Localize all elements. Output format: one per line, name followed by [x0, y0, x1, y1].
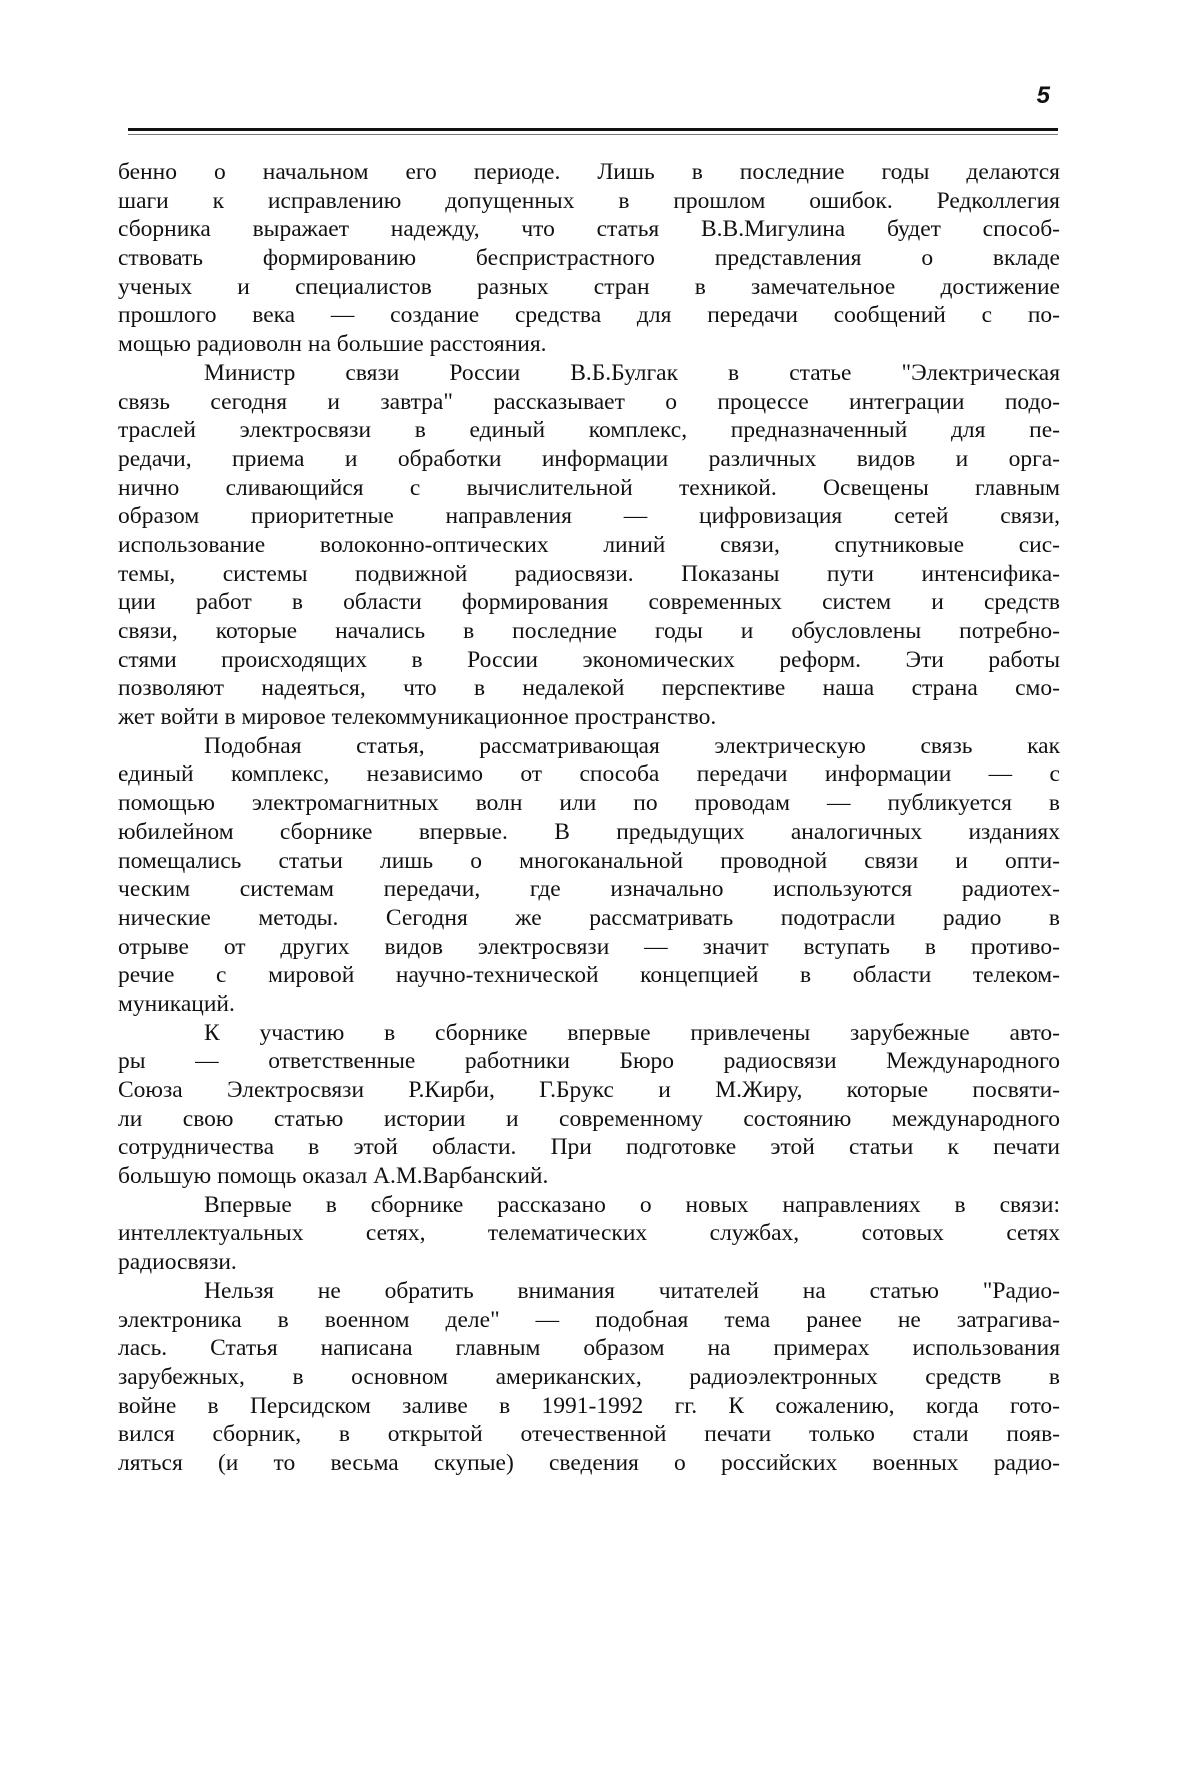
text-line: Впервые в сборнике рассказано о новых направлениях в связи: [204, 1191, 1060, 1218]
text-line: электроника в военном деле" — подобная тема ранее не затрагива- [118, 1306, 1060, 1333]
text-line: вился сборник, в открытой отечественной печати только стали появ- [118, 1421, 1060, 1448]
page-number: 5 [1036, 82, 1050, 109]
text-line: Нельзя не обратить внимания читателей на статью "Радио- [204, 1277, 1060, 1304]
text-line: ляться (и то весьма скупые) сведения о российских военных радио- [118, 1449, 1060, 1476]
text-line: темы, системы подвижной радиосвязи. Показаны пути интенсифика- [118, 560, 1060, 587]
text-line: связи, которые начались в последние годы и обусловлены потребно- [118, 618, 1060, 644]
body-text [118, 158, 1060, 1478]
header-rule [128, 128, 1058, 131]
text-line: речие с мировой научно-технической концепцией в области телеком- [118, 962, 1060, 989]
text-line: шаги к исправлению допущенных в прошлом ошибок. Редколлегия [118, 187, 1060, 214]
text-line: ции работ в области формирования современных систем и средств [118, 589, 1060, 616]
text-line: стями происходящих в России экономических реформ. Эти работы [118, 646, 1060, 673]
text-line: Союза Электросвязи Р.Кирби, Г.Брукс и М.Жиру, которые посвяти- [118, 1077, 1060, 1103]
text-line: ствовать формированию беспристрастного представления о вкладе [118, 245, 1060, 272]
text-line: большую помощь оказал А.М.Варбанский. [118, 1163, 549, 1190]
text-line: нические методы. Сегодня же рассматривать подотрасли радио в [118, 904, 1060, 931]
text-line: зарубежных, в основном американских, радиоэлектронных средств в [118, 1363, 1060, 1390]
text-line: ческим системам передачи, где изначально используются радиотех- [118, 876, 1060, 903]
text-line: ученых и специалистов разных стран в замечательное достижение [118, 273, 1060, 300]
text-line: юбилейном сборнике впервые. В предыдущих аналогичных изданиях [118, 818, 1060, 845]
text-line: мощью радиоволн на большие расстояния. [118, 331, 547, 358]
text-line: использование волоконно-оптических линий связи, спутниковые сис- [118, 531, 1060, 558]
text-line: Министр связи России В.Б.Булгак в статье "Электрическая [204, 359, 1060, 386]
text-line: ли свою статью истории и современному состоянию международного [118, 1105, 1060, 1132]
text-line: лась. Статья написана главным образом на примерах использования [118, 1335, 1060, 1362]
text-line: помещались статьи лишь о многоканальной проводной связи и опти- [118, 847, 1060, 874]
text-line: войне в Персидском заливе в 1991-1992 гг. К сожалению, когда гото- [118, 1392, 1060, 1419]
header-rule-thin [128, 134, 1058, 135]
text-line: прошлого века — создание средства для передачи сообщений с по- [118, 302, 1060, 329]
text-line: нично сливающийся с вычислительной техникой. Освещены главным [118, 474, 1060, 501]
text-line: единый комплекс, независимо от способа передачи информации — с [118, 761, 1060, 788]
text-line: помощью электромагнитных волн или по проводам — публикуется в [118, 790, 1060, 817]
text-line: позволяют надеяться, что в недалекой перспективе наша страна смо- [118, 675, 1060, 702]
text-line: сотрудничества в этой области. При подготовке этой статьи к печати [118, 1134, 1060, 1161]
text-line: ры — ответственные работники Бюро радиосвязи Международного [118, 1048, 1060, 1075]
text-line: муникаций. [118, 990, 235, 1017]
text-line: отрыве от других видов электросвязи — значит вступать в противо- [118, 933, 1060, 960]
text-line: редачи, приема и обработки информации различных видов и орга- [118, 445, 1060, 472]
text-line: жет войти в мировое телекоммуникационное пространство. [118, 704, 717, 731]
text-line: сборника выражает надежду, что статья В.В.Мигулина будет способ- [118, 216, 1060, 243]
text-line: бенно о начальном его периоде. Лишь в последние годы делаются [118, 159, 1060, 185]
text-line: К участию в сборнике впервые привлечены зарубежные авто- [204, 1019, 1060, 1046]
text-line: образом приоритетные направления — цифровизация сетей связи, [118, 503, 1060, 530]
text-line: интеллектуальных сетях, телематических службах, сотовых сетях [118, 1220, 1060, 1247]
text-line: траслей электросвязи в единый комплекс, предназначенный для пе- [118, 417, 1060, 444]
text-line: связь сегодня и завтра" рассказывает о процессе интеграции подо- [118, 388, 1060, 415]
text-line: Подобная статья, рассматривающая электрическую связь как [204, 732, 1060, 759]
text-line: радиосвязи. [118, 1249, 237, 1276]
